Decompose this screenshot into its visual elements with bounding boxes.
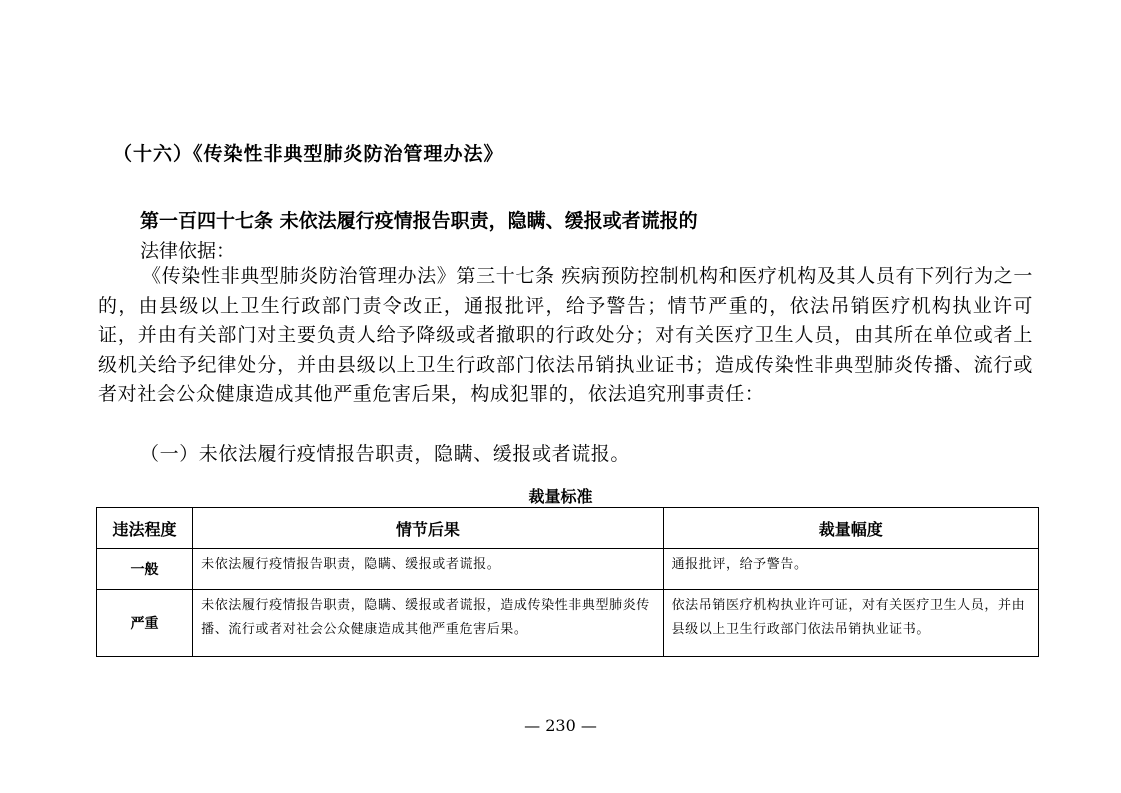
penalty-cell: 依法吊销医疗机构执业许可证，对有关医疗卫生人员，并由县级以上卫生行政部门依法吊销执业证书。 xyxy=(663,590,1038,657)
table-header-row xyxy=(97,508,1039,549)
header-penalty-range: 裁量幅度 xyxy=(663,508,1038,549)
clause-item: （一）未依法履行疫情报告职责，隐瞒、缓报或者谎报。 xyxy=(140,443,631,465)
legal-text-paragraph: 《传染性非典型肺炎防治管理办法》第三十七条 疾病预防控制机构和医疗机构及其人员有下列行为之一的，由县级以上卫生行政部门责令改正，通报批评，给予警告；情节严重的，依法吊销医疗机构执业许可证，并由有关部门对主要负责人给予降级或者撤职的行政处分；对有关医疗卫生人员，由其所在单位或者上级机关给予纪律处分，并由县级以上卫生行政部门依法吊销执业证书；造成传染性非典型肺炎传播、流行或者对社会公众健康造成其他严重危害后果，构成犯罪的，依法追究刑事责任： xyxy=(98,265,1033,406)
circumstances-cell: 未依法履行疫情报告职责，隐瞒、缓报或者谎报。 xyxy=(193,549,663,590)
section-heading: （十六）《传染性非典型肺炎防治管理办法》 xyxy=(113,143,504,165)
page-number: — 230 — xyxy=(524,716,597,735)
header-violation-degree: 违法程度 xyxy=(97,508,193,549)
article-title: 第一百四十七条 未依法履行疫情报告职责，隐瞒、缓报或者谎报的 xyxy=(140,210,698,232)
table-row xyxy=(97,549,1039,590)
penalty-cell: 通报批评，给予警告。 xyxy=(663,549,1038,590)
discretion-standard-table xyxy=(96,507,1039,657)
table-row xyxy=(97,590,1039,657)
violation-degree-cell: 一般 xyxy=(97,549,193,590)
circumstances-cell: 未依法履行疫情报告职责，隐瞒、缓报或者谎报，造成传染性非典型肺炎传播、流行或者对社会公众健康造成其他严重危害后果。 xyxy=(193,590,663,657)
table-caption: 裁量标准 xyxy=(528,487,593,506)
header-circumstances: 情节后果 xyxy=(193,508,663,549)
legal-basis-label: 法律依据： xyxy=(140,240,236,262)
violation-degree-cell: 严重 xyxy=(97,590,193,657)
